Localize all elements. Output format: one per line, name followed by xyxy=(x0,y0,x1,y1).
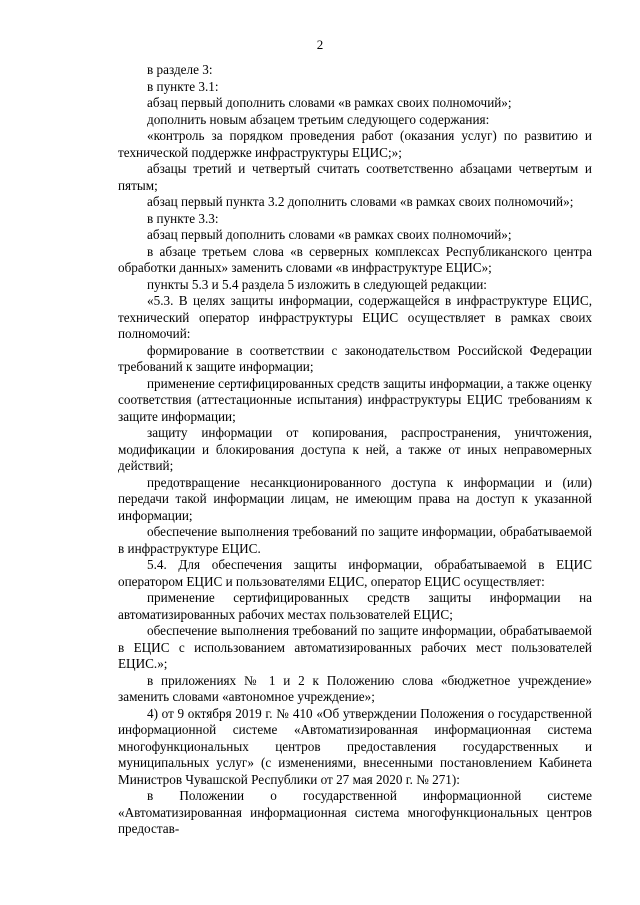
paragraph: пункты 5.3 и 5.4 раздела 5 изложить в следующей редакции: xyxy=(147,276,487,292)
paragraph: в пункте 3.3: xyxy=(147,210,219,226)
paragraph: абзац первый дополнить словами «в рамках своих полномочий»; xyxy=(147,95,512,110)
paragraph: обеспечение выполнения требований по защите информации, обрабатываемой в ЕЦИС с использованием автоматизированных рабочих мест пользователей ЕЦИС.»; xyxy=(118,623,592,671)
page-number: 2 xyxy=(316,37,324,52)
paragraph: «контроль за порядком проведения работ (оказания услуг) по развитию и технической поддержке инфраструктуры ЕЦИС;»; xyxy=(118,128,592,160)
paragraph: применение сертифицированных средств защиты информации на автоматизированных рабочих местах пользователей ЕЦИС; xyxy=(118,590,592,622)
paragraph: абзац первый дополнить словами «в рамках своих полномочий»; xyxy=(147,227,512,242)
paragraph: абзацы третий и четвертый считать соответственно абзацами четвертым и пятым; xyxy=(118,161,592,193)
paragraph: абзац первый пункта 3.2 дополнить словами «в рамках своих полномочий»; xyxy=(147,194,574,209)
paragraph: в приложениях № 1 и 2 к Положению слова «бюджетное учреждение» заменить словами «автономное учреждение»; xyxy=(118,672,592,704)
paragraph: в пункте 3.1: xyxy=(147,78,219,94)
paragraph: обеспечение выполнения требований по защите информации, обрабатываемой в инфраструктуре ЕЦИС. xyxy=(118,524,592,556)
paragraph: 4) от 9 октября 2019 г. № 410 «Об утверждении Положения о государственной информационной системе «Автоматизированная информационная система многофункциональных центров предоставления государственных и муниципальных услуг» (с изменениями, внесенными постановлением Кабинета Министров Чувашской Республики от 27 мая 2020 г. № 271): xyxy=(118,705,592,787)
paragraph: в абзаце третьем слова «в серверных комплексах Республиканского центра обработки данных» заменить словами «в инфраструктуре ЕЦИС»; xyxy=(118,243,592,275)
paragraph: применение сертифицированных средств защиты информации, а также оценку соответствия (аттестационные испытания) инфраструктуры ЕЦИС требованиям к защите информации; xyxy=(118,375,592,424)
paragraph: 5.4. Для обеспечения защиты информации, обрабатываемой в ЕЦИС оператором ЕЦИС и пользователями ЕЦИС, оператор ЕЦИС осуществляет: xyxy=(118,557,592,589)
paragraph: «5.3. В целях защиты информации, содержащейся в инфраструктуре ЕЦИС, технический оператор инфраструктуры ЕЦИС осуществляет в рамках своих полномочий: xyxy=(118,293,592,341)
document-body xyxy=(118,62,592,838)
paragraph: формирование в соответствии с законодательством Российской Федерации требований к защите информации; xyxy=(118,342,592,374)
paragraph: защиту информации от копирования, распространения, уничтожения, модификации и блокирования доступа к ней, а также от иных неправомерных действий; xyxy=(118,425,592,473)
paragraph: предотвращение несанкционированного доступа к информации и (или) передачи такой информации лицам, не имеющим права на доступ к указанной информации; xyxy=(118,474,592,523)
paragraph: дополнить новым абзацем третьим следующего содержания: xyxy=(147,111,490,127)
paragraph: в Положении о государственной информационной системе «Автоматизированная информационная система многофункциональных центров предостав- xyxy=(118,788,592,836)
paragraph: в разделе 3: xyxy=(147,62,213,77)
